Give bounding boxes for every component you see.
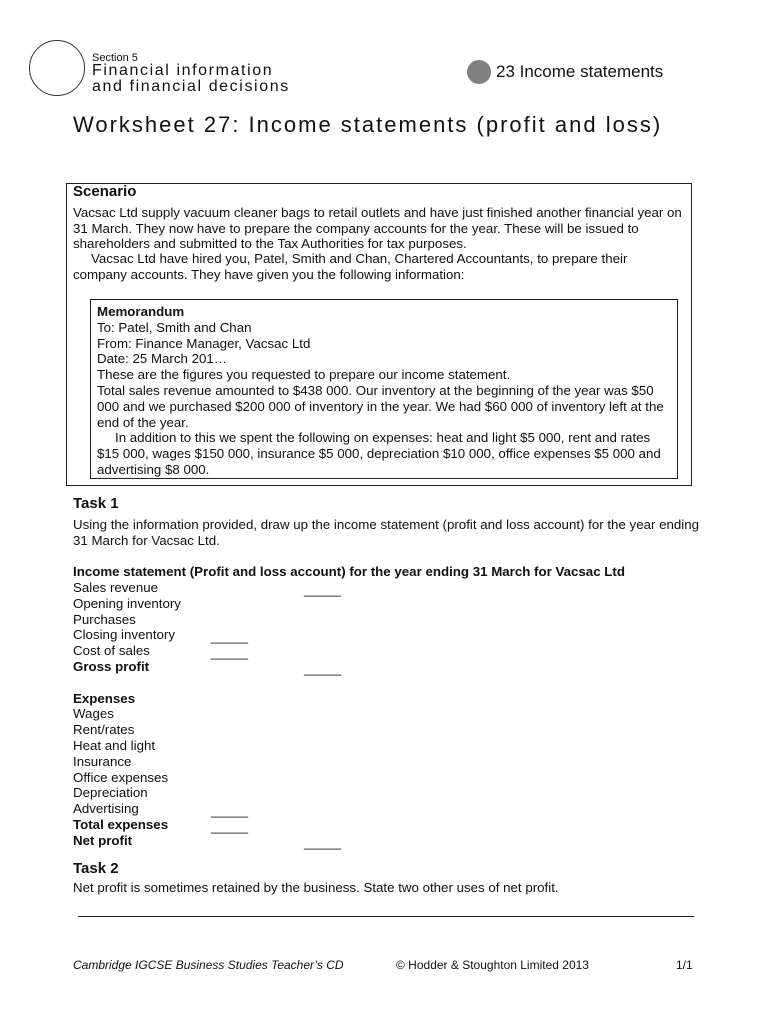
chapter-label: 23 Income statements xyxy=(496,62,664,81)
scenario-heading: Scenario xyxy=(73,183,137,200)
row-heat-light: Heat and light xyxy=(73,738,156,753)
expenses-heading: Expenses xyxy=(73,691,136,706)
memo-paragraph-2: In addition to this we spent the following on expenses: heat and light $5 000, rent and rates $15 000, wages $150 000, insurance $5 000, depreciation $10 000, office expenses $5 000 and advertising $8 000. xyxy=(97,430,661,477)
section-label: Section 5 xyxy=(92,52,138,64)
blank-closing-inventory[interactable]: _____ xyxy=(211,629,248,644)
row-sales-revenue: Sales revenue xyxy=(73,580,159,595)
blank-sales-revenue[interactable]: _____ xyxy=(304,582,341,597)
memorandum-box xyxy=(90,299,678,479)
worksheet-title: Worksheet 27: Income statements (profit and loss) xyxy=(73,112,663,137)
blank-cost-of-sales[interactable]: _____ xyxy=(211,645,248,660)
blank-gross-profit[interactable]: _____ xyxy=(304,661,341,676)
row-closing-inventory: Closing inventory xyxy=(73,627,175,642)
section-title xyxy=(92,63,290,95)
memo-paragraph-1: Total sales revenue amounted to $438 000. Our inventory at the beginning of the year was $50 000 and we purchased $200 000 of inventory in the year. We had $60 000 of inventory left at the end of the year. xyxy=(97,382,664,430)
row-wages: Wages xyxy=(73,706,114,721)
task1-heading: Task 1 xyxy=(73,495,119,512)
chapter-dot-icon xyxy=(467,60,491,84)
memo-to: To: Patel, Smith and Chan xyxy=(97,319,252,335)
task1-instruction: Using the information provided, draw up the income statement (profit and loss account) for the year ending 31 March for Vacsac Ltd. xyxy=(73,517,700,548)
scenario-paragraph-1: Vacsac Ltd supply vacuum cleaner bags to retail outlets and have just finished another financial year on 31 March. They now have to prepare the company accounts for the year. These will be issued to shareholders and submitted to the Tax Authorities for tax purposes. xyxy=(73,205,682,251)
section-title-line2: and financial decisions xyxy=(92,78,290,95)
row-cost-of-sales: Cost of sales xyxy=(73,643,150,658)
blank-advertising[interactable]: _____ xyxy=(211,803,248,818)
logo-circle xyxy=(29,40,85,96)
row-total-expenses: Total expenses xyxy=(73,817,169,832)
task2-heading: Task 2 xyxy=(73,860,119,877)
blank-net-profit[interactable]: _____ xyxy=(304,835,341,850)
section-title-line1: Financial information xyxy=(92,62,274,79)
statement-title: Income statement (Profit and loss account) for the year ending 31 March for Vacsac Ltd xyxy=(73,564,625,579)
row-depreciation: Depreciation xyxy=(73,785,148,800)
scenario-paragraph-2: Vacsac Ltd have hired you, Patel, Smith and Chan, Chartered Accountants, to prepare their company accounts. They have given you the following information: xyxy=(73,251,628,282)
footer-book-title: Cambridge IGCSE Business Studies Teacher’s CD xyxy=(73,958,344,972)
blank-total-expenses[interactable]: _____ xyxy=(211,819,248,834)
row-gross-profit: Gross profit xyxy=(73,659,150,674)
row-advertising: Advertising xyxy=(73,801,139,816)
memo-date: Date: 25 March 201… xyxy=(97,351,228,367)
row-rent-rates: Rent/rates xyxy=(73,722,135,737)
footer-page-number: 1/1 xyxy=(676,958,693,972)
footer-copyright: © Hodder & Stoughton Limited 2013 xyxy=(396,958,589,972)
answer-line[interactable] xyxy=(78,916,694,917)
memo-from: From: Finance Manager, Vacsac Ltd xyxy=(97,335,311,351)
memo-heading: Memorandum xyxy=(97,304,185,319)
row-purchases: Purchases xyxy=(73,612,136,627)
memo-line: These are the figures you requested to prepare our income statement. xyxy=(97,367,511,383)
task2-question: Net profit is sometimes retained by the business. State two other uses of net profit. xyxy=(73,880,559,895)
row-office-expenses: Office expenses xyxy=(73,770,169,785)
row-net-profit: Net profit xyxy=(73,833,133,848)
row-opening-inventory: Opening inventory xyxy=(73,596,181,611)
row-insurance: Insurance xyxy=(73,754,132,769)
